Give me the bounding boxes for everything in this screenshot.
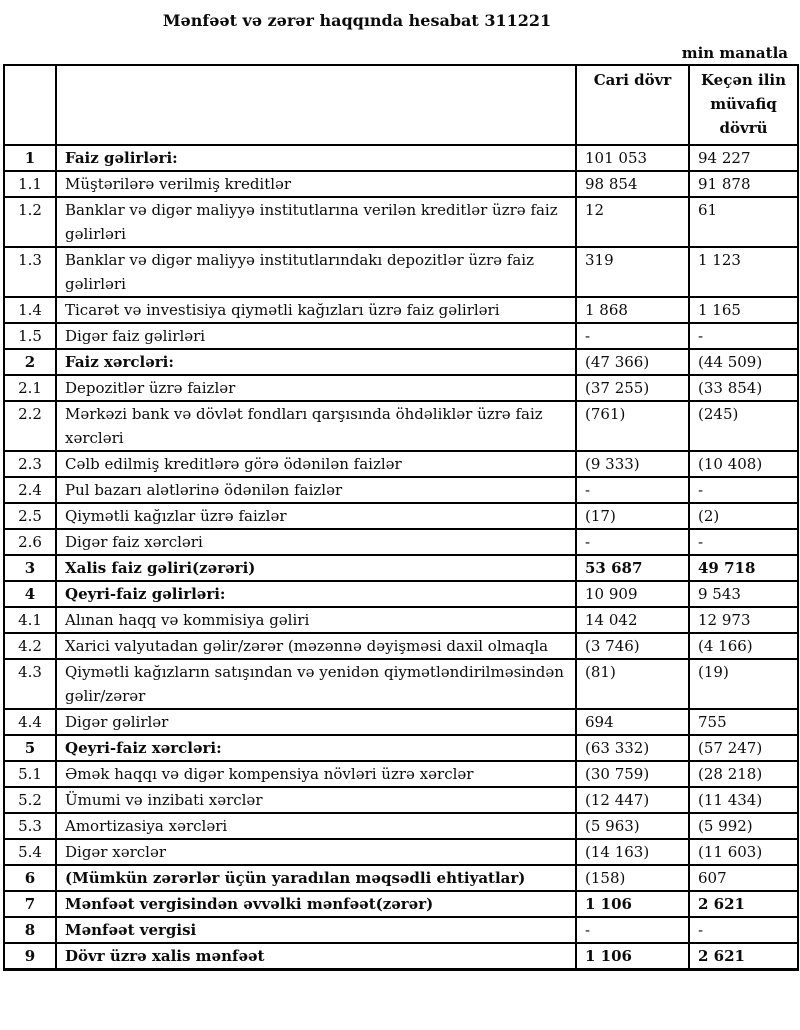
row-label: Mərkəzi bank və dövlət fondları qarşısında öhdəliklər üzrə faiz xərcləri xyxy=(56,401,576,451)
row-number: 5.2 xyxy=(4,787,56,813)
value-previous: 61 xyxy=(689,197,798,247)
row-number: 1.3 xyxy=(4,247,56,297)
value-current: - xyxy=(576,529,689,555)
value-current: (30 759) xyxy=(576,761,689,787)
value-current: 14 042 xyxy=(576,607,689,633)
table-row xyxy=(4,735,798,761)
row-number: 2.2 xyxy=(4,401,56,451)
row-number: 2.5 xyxy=(4,503,56,529)
value-previous: (245) xyxy=(689,401,798,451)
row-label: Digər gəlirlər xyxy=(56,709,576,735)
profit-loss-table xyxy=(3,64,799,971)
table-row xyxy=(4,297,798,323)
value-previous: (44 509) xyxy=(689,349,798,375)
value-current: 1 106 xyxy=(576,891,689,917)
row-number: 1.4 xyxy=(4,297,56,323)
table-row xyxy=(4,787,798,813)
table-row xyxy=(4,145,798,171)
value-previous: - xyxy=(689,917,798,943)
table-row xyxy=(4,581,798,607)
table-row xyxy=(4,401,798,451)
value-current: (12 447) xyxy=(576,787,689,813)
value-previous: 2 621 xyxy=(689,891,798,917)
header-previous-period: Keçən ilin müvafiq dövrü xyxy=(689,65,798,145)
value-current: (63 332) xyxy=(576,735,689,761)
value-current: - xyxy=(576,917,689,943)
table-row xyxy=(4,247,798,297)
value-previous: 94 227 xyxy=(689,145,798,171)
table-row xyxy=(4,943,798,970)
row-label: Qeyri-faiz gəlirləri: xyxy=(56,581,576,607)
value-previous: (5 992) xyxy=(689,813,798,839)
row-number: 4 xyxy=(4,581,56,607)
value-current: (17) xyxy=(576,503,689,529)
value-previous: - xyxy=(689,529,798,555)
table-row xyxy=(4,171,798,197)
row-number: 2.6 xyxy=(4,529,56,555)
value-previous: (11 434) xyxy=(689,787,798,813)
row-number: 3 xyxy=(4,555,56,581)
value-current: (9 333) xyxy=(576,451,689,477)
row-number: 5 xyxy=(4,735,56,761)
value-current: 1 868 xyxy=(576,297,689,323)
unit-note: min manatla xyxy=(681,44,788,62)
row-number: 5.4 xyxy=(4,839,56,865)
value-previous: - xyxy=(689,323,798,349)
table-row xyxy=(4,761,798,787)
table-row xyxy=(4,375,798,401)
table-row xyxy=(4,349,798,375)
value-current: 98 854 xyxy=(576,171,689,197)
value-current: (5 963) xyxy=(576,813,689,839)
row-number: 4.4 xyxy=(4,709,56,735)
value-previous: (57 247) xyxy=(689,735,798,761)
row-number: 2.3 xyxy=(4,451,56,477)
value-previous: 607 xyxy=(689,865,798,891)
row-label: (Mümkün zərərlər üçün yaradılan məqsədli ehtiyatlar) xyxy=(56,865,576,891)
value-current: 101 053 xyxy=(576,145,689,171)
row-label: Faiz gəlirləri: xyxy=(56,145,576,171)
row-label: Müştərilərə verilmiş kreditlər xyxy=(56,171,576,197)
value-current: 694 xyxy=(576,709,689,735)
value-current: (3 746) xyxy=(576,633,689,659)
row-label: Qiymətli kağızların satışından və yenidən qiymətləndirilməsindən gəlir/zərər xyxy=(56,659,576,709)
value-current: (81) xyxy=(576,659,689,709)
table-row xyxy=(4,917,798,943)
header-row xyxy=(4,65,798,145)
value-current: 12 xyxy=(576,197,689,247)
row-number: 5.1 xyxy=(4,761,56,787)
header-description-column xyxy=(56,65,576,145)
table-row xyxy=(4,839,798,865)
row-label: Əmək haqqı və digər kompensiya növləri üzrə xərclər xyxy=(56,761,576,787)
row-label: Dövr üzrə xalis mənfəət xyxy=(56,943,576,970)
value-previous: (28 218) xyxy=(689,761,798,787)
value-previous: 1 123 xyxy=(689,247,798,297)
row-label: Digər faiz xərcləri xyxy=(56,529,576,555)
row-label: Qiymətli kağızlar üzrə faizlər xyxy=(56,503,576,529)
row-label: Xarici valyutadan gəlir/zərər (məzənnə dəyişməsi daxil olmaqla xyxy=(56,633,576,659)
value-previous: 12 973 xyxy=(689,607,798,633)
value-current: 319 xyxy=(576,247,689,297)
row-label: Banklar və digər maliyyə institutlarına verilən kreditlər üzrə faiz gəlirləri xyxy=(56,197,576,247)
table-row xyxy=(4,633,798,659)
table-row xyxy=(4,865,798,891)
row-number: 2.4 xyxy=(4,477,56,503)
table-row xyxy=(4,555,798,581)
value-previous: 1 165 xyxy=(689,297,798,323)
table-row xyxy=(4,709,798,735)
table-row xyxy=(4,659,798,709)
row-number: 5.3 xyxy=(4,813,56,839)
value-previous: 91 878 xyxy=(689,171,798,197)
value-current: 1 106 xyxy=(576,943,689,970)
row-number: 7 xyxy=(4,891,56,917)
value-current: (37 255) xyxy=(576,375,689,401)
value-previous: 9 543 xyxy=(689,581,798,607)
row-number: 9 xyxy=(4,943,56,970)
value-previous: (33 854) xyxy=(689,375,798,401)
row-label: Banklar və digər maliyyə institutlarındakı depozitlər üzrə faiz gəlirləri xyxy=(56,247,576,297)
value-previous: - xyxy=(689,477,798,503)
row-number: 1 xyxy=(4,145,56,171)
value-previous: 2 621 xyxy=(689,943,798,970)
row-number: 4.1 xyxy=(4,607,56,633)
row-number: 4.2 xyxy=(4,633,56,659)
table-row xyxy=(4,891,798,917)
table-row xyxy=(4,451,798,477)
row-label: Amortizasiya xərcləri xyxy=(56,813,576,839)
value-current: (14 163) xyxy=(576,839,689,865)
row-number: 4.3 xyxy=(4,659,56,709)
table-row xyxy=(4,813,798,839)
row-label: Faiz xərcləri: xyxy=(56,349,576,375)
table-header xyxy=(4,65,798,145)
row-number: 2 xyxy=(4,349,56,375)
value-current: - xyxy=(576,323,689,349)
row-label: Cəlb edilmiş kreditlərə görə ödənilən faizlər xyxy=(56,451,576,477)
table-row xyxy=(4,323,798,349)
value-previous: (19) xyxy=(689,659,798,709)
value-previous: (2) xyxy=(689,503,798,529)
table-row xyxy=(4,197,798,247)
row-label: Qeyri-faiz xərcləri: xyxy=(56,735,576,761)
table-row xyxy=(4,607,798,633)
table-row xyxy=(4,503,798,529)
value-previous: 49 718 xyxy=(689,555,798,581)
row-label: Digər xərclər xyxy=(56,839,576,865)
row-label: Pul bazarı alətlərinə ödənilən faizlər xyxy=(56,477,576,503)
value-previous: 755 xyxy=(689,709,798,735)
row-label: Mənfəət vergisindən əvvəlki mənfəət(zərər) xyxy=(56,891,576,917)
table-body xyxy=(4,145,798,970)
row-number: 1.2 xyxy=(4,197,56,247)
value-previous: (10 408) xyxy=(689,451,798,477)
row-label: Ümumi və inzibati xərclər xyxy=(56,787,576,813)
value-current: 10 909 xyxy=(576,581,689,607)
row-number: 8 xyxy=(4,917,56,943)
value-previous: (4 166) xyxy=(689,633,798,659)
row-number: 6 xyxy=(4,865,56,891)
row-number: 2.1 xyxy=(4,375,56,401)
value-current: - xyxy=(576,477,689,503)
table-row xyxy=(4,529,798,555)
value-previous: (11 603) xyxy=(689,839,798,865)
row-number: 1.5 xyxy=(4,323,56,349)
row-label: Xalis faiz gəliri(zərəri) xyxy=(56,555,576,581)
value-current: (761) xyxy=(576,401,689,451)
value-current: 53 687 xyxy=(576,555,689,581)
table-row xyxy=(4,477,798,503)
header-number-column xyxy=(4,65,56,145)
page-title: Mənfəət və zərər haqqında hesabat 311221 xyxy=(162,11,552,30)
header-current-period: Cari dövr xyxy=(576,65,689,145)
row-number: 1.1 xyxy=(4,171,56,197)
row-label: Alınan haqq və kommisiya gəliri xyxy=(56,607,576,633)
row-label: Mənfəət vergisi xyxy=(56,917,576,943)
report-page xyxy=(0,10,800,1030)
row-label: Ticarət və investisiya qiymətli kağızları üzrə faiz gəlirləri xyxy=(56,297,576,323)
row-label: Depozitlər üzrə faizlər xyxy=(56,375,576,401)
row-label: Digər faiz gəlirləri xyxy=(56,323,576,349)
value-current: (158) xyxy=(576,865,689,891)
value-current: (47 366) xyxy=(576,349,689,375)
